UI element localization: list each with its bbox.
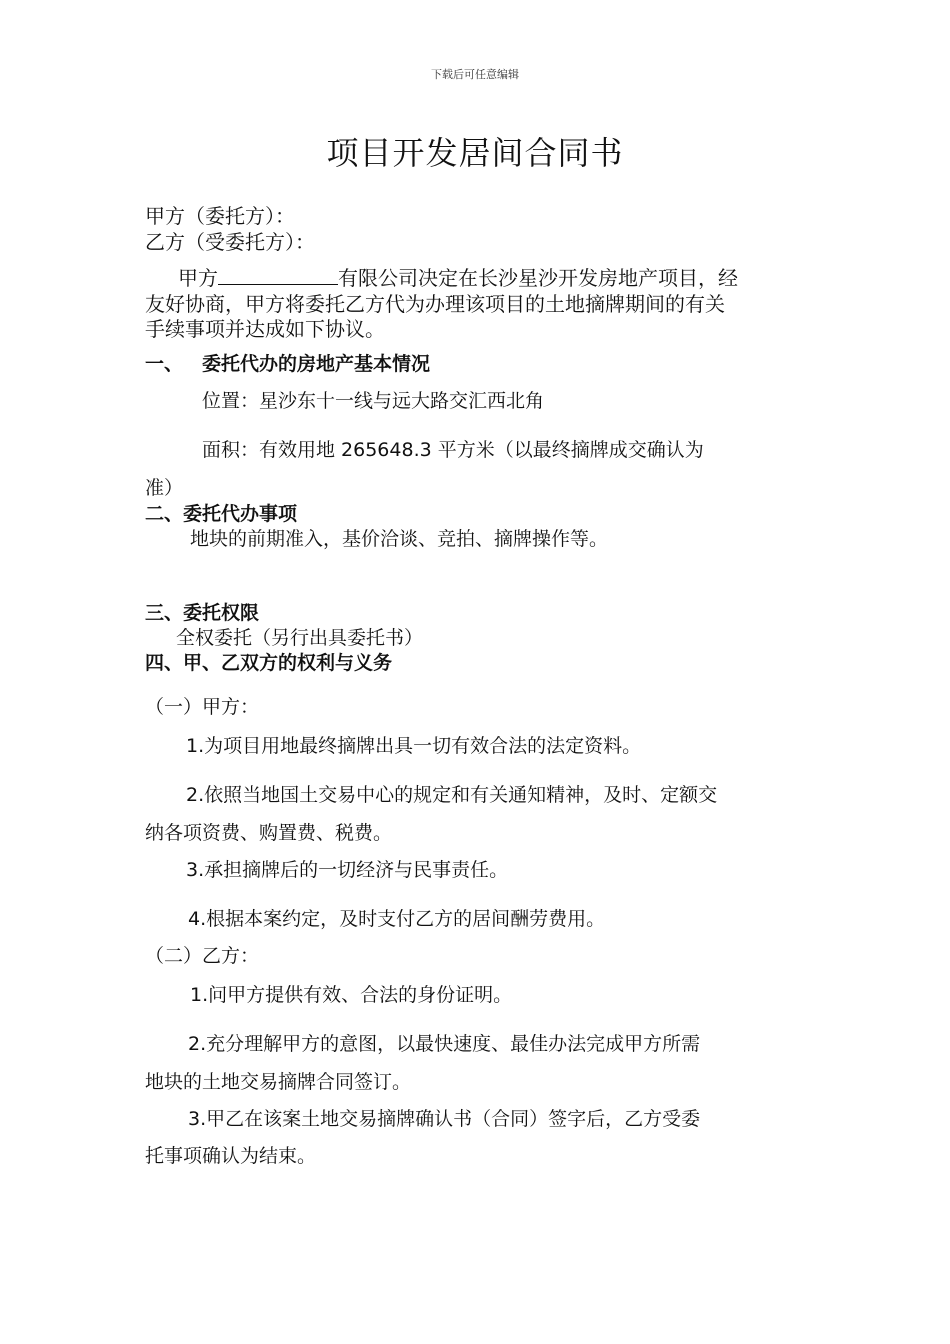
company-name-blank <box>218 266 338 285</box>
document-title: 项目开发居间合同书 <box>326 134 624 172</box>
section-1-area-line-2: 准） <box>145 477 184 499</box>
intro-line-3: 手续事项并达成如下协议。 <box>145 317 385 341</box>
party-b-item-2-line-1: 2.充分理解甲方的意图，以最快速度、最佳办法完成甲方所需 <box>188 1033 701 1055</box>
party-b-label: （二）乙方： <box>145 945 260 967</box>
intro-line-2: 友好协商，甲方将委托乙方代为办理该项目的土地摘牌期间的有关 <box>145 292 725 316</box>
party-a-item-1: 1.为项目用地最终摘牌出具一切有效合法的法定资料。 <box>186 735 642 757</box>
section-3-heading: 三、委托权限 <box>145 602 260 624</box>
header-note: 下载后可任意编辑 <box>431 68 519 81</box>
party-a-line: 甲方（委托方）： <box>145 204 295 228</box>
section-4-heading: 四、甲、乙双方的权利与义务 <box>145 652 393 674</box>
section-1-location: 位置：星沙东十一线与远大路交汇西北角 <box>202 390 545 412</box>
section-3-body: 全权委托（另行出具委托书） <box>176 627 424 649</box>
party-b-line: 乙方（受委托方）： <box>145 230 315 254</box>
party-a-item-2-line-1: 2.依照当地国土交易中心的规定和有关通知精神，及时、定额交 <box>186 784 718 806</box>
intro-line-1 <box>178 262 738 291</box>
party-b-item-2-line-2: 地块的土地交易摘牌合同签订。 <box>145 1071 412 1093</box>
intro-line-1-rest: 有限公司决定在长沙星沙开发房地产项目，经 <box>338 266 738 290</box>
section-2-heading: 二、委托代办事项 <box>145 503 298 525</box>
party-b-item-3-line-1: 3.甲乙在该案土地交易摘牌确认书（合同）签字后，乙方受委 <box>188 1108 701 1130</box>
party-a-item-3: 3.承担摘牌后的一切经济与民事责任。 <box>186 859 509 881</box>
section-2-body: 地块的前期准入，基价洽谈、竞拍、摘牌操作等。 <box>190 528 609 550</box>
party-a-item-4: 4.根据本案约定，及时支付乙方的居间酬劳费用。 <box>188 908 606 930</box>
intro-prefix: 甲方 <box>178 266 218 290</box>
section-1-heading: 委托代办的房地产基本情况 <box>202 353 431 375</box>
party-b-item-3-line-2: 托事项确认为结束。 <box>145 1145 317 1167</box>
party-b-item-1: 1.问甲方提供有效、合法的身份证明。 <box>190 984 513 1006</box>
party-a-label: （一）甲方： <box>145 696 260 718</box>
section-1-area-line-1: 面积：有效用地 265648.3 平方米（以最终摘牌成交确认为 <box>202 439 704 461</box>
party-a-item-2-line-2: 纳各项资费、购置费、税费。 <box>145 822 393 844</box>
section-1-number: 一、 <box>145 353 184 375</box>
